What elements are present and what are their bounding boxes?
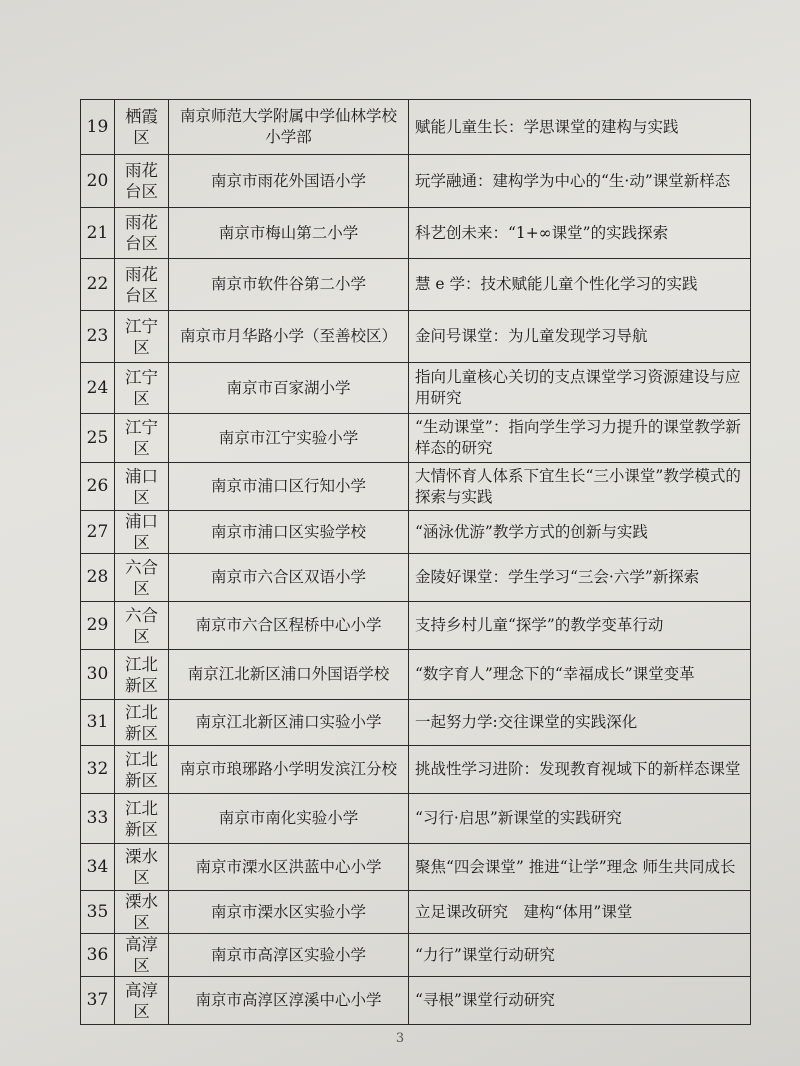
cell-school: 南京市浦口区行知小学 xyxy=(169,463,409,511)
table-row xyxy=(81,363,751,414)
project-table xyxy=(80,99,751,1025)
table-row xyxy=(81,934,751,977)
cell-topic: 挑战性学习进阶：发现教育视域下的新样态课堂 xyxy=(409,746,751,794)
cell-school: 南京市溧水区洪蓝中心小学 xyxy=(169,844,409,891)
cell-number: 25 xyxy=(81,414,115,463)
cell-school: 南京市高淳区实验小学 xyxy=(169,934,409,977)
table-row xyxy=(81,511,751,554)
table-row xyxy=(81,208,751,259)
table-row xyxy=(81,155,751,208)
table-row xyxy=(81,977,751,1025)
table-row xyxy=(81,311,751,363)
cell-number: 34 xyxy=(81,844,115,891)
cell-school: 南京市高淳区淳溪中心小学 xyxy=(169,977,409,1025)
cell-topic: 聚焦“四会课堂” 推进“让学”理念 师生共同成长 xyxy=(409,844,751,891)
table-row xyxy=(81,602,751,650)
cell-topic: 一起努力学:交往课堂的实践深化 xyxy=(409,700,751,746)
table-row xyxy=(81,746,751,794)
cell-number: 19 xyxy=(81,100,115,155)
cell-district: 江宁区 xyxy=(115,414,169,463)
cell-school: 南京市六合区双语小学 xyxy=(169,554,409,602)
cell-district: 江宁区 xyxy=(115,363,169,414)
cell-school: 南京师范大学附属中学仙林学校小学部 xyxy=(169,100,409,155)
cell-district: 雨花台区 xyxy=(115,208,169,259)
table-row xyxy=(81,891,751,934)
table-row xyxy=(81,700,751,746)
cell-topic: 大情怀育人体系下宜生长“三小课堂”教学模式的探索与实践 xyxy=(409,463,751,511)
cell-school: 南京市南化实验小学 xyxy=(169,794,409,844)
cell-number: 32 xyxy=(81,746,115,794)
cell-number: 23 xyxy=(81,311,115,363)
cell-number: 28 xyxy=(81,554,115,602)
cell-number: 36 xyxy=(81,934,115,977)
cell-number: 27 xyxy=(81,511,115,554)
cell-school: 南京市雨花外国语小学 xyxy=(169,155,409,208)
cell-school: 南京市百家湖小学 xyxy=(169,363,409,414)
cell-district: 江宁区 xyxy=(115,311,169,363)
cell-topic: 金陵好课堂：学生学习“三会·六学”新探索 xyxy=(409,554,751,602)
cell-topic: 支持乡村儿童“探学”的教学变革行动 xyxy=(409,602,751,650)
cell-district: 浦口区 xyxy=(115,463,169,511)
cell-topic: “寻根”课堂行动研究 xyxy=(409,977,751,1025)
cell-number: 35 xyxy=(81,891,115,934)
cell-school: 南京市六合区程桥中心小学 xyxy=(169,602,409,650)
cell-district: 溧水区 xyxy=(115,844,169,891)
table-row xyxy=(81,463,751,511)
table-row xyxy=(81,100,751,155)
cell-school: 南京市琅琊路小学明发滨江分校 xyxy=(169,746,409,794)
cell-number: 37 xyxy=(81,977,115,1025)
cell-topic: 立足课改研究 建构“体用”课堂 xyxy=(409,891,751,934)
cell-district: 江北新区 xyxy=(115,650,169,700)
cell-topic: “数字育人”理念下的“幸福成长”课堂变革 xyxy=(409,650,751,700)
cell-number: 21 xyxy=(81,208,115,259)
cell-district: 江北新区 xyxy=(115,794,169,844)
cell-number: 24 xyxy=(81,363,115,414)
cell-topic: “力行”课堂行动研究 xyxy=(409,934,751,977)
cell-district: 浦口区 xyxy=(115,511,169,554)
cell-topic: 科艺创未来：“1+∞课堂”的实践探索 xyxy=(409,208,751,259)
cell-number: 20 xyxy=(81,155,115,208)
cell-district: 栖霞区 xyxy=(115,100,169,155)
cell-district: 六合区 xyxy=(115,602,169,650)
cell-number: 33 xyxy=(81,794,115,844)
cell-topic: 指向儿童核心关切的支点课堂学习资源建设与应用研究 xyxy=(409,363,751,414)
cell-school: 南京市浦口区实验学校 xyxy=(169,511,409,554)
cell-district: 雨花台区 xyxy=(115,259,169,311)
table-row xyxy=(81,650,751,700)
cell-district: 高淳区 xyxy=(115,977,169,1025)
cell-school: 南京市溧水区实验小学 xyxy=(169,891,409,934)
cell-topic: 赋能儿童生长：学思课堂的建构与实践 xyxy=(409,100,751,155)
cell-number: 22 xyxy=(81,259,115,311)
cell-school: 南京市梅山第二小学 xyxy=(169,208,409,259)
cell-district: 高淳区 xyxy=(115,934,169,977)
cell-number: 26 xyxy=(81,463,115,511)
cell-school: 南京市软件谷第二小学 xyxy=(169,259,409,311)
cell-district: 溧水区 xyxy=(115,891,169,934)
cell-topic: 玩学融通：建构学为中心的“生·动”课堂新样态 xyxy=(409,155,751,208)
cell-number: 30 xyxy=(81,650,115,700)
table-row xyxy=(81,794,751,844)
cell-topic: 慧 e 学：技术赋能儿童个性化学习的实践 xyxy=(409,259,751,311)
cell-topic: “习行·启思”新课堂的实践研究 xyxy=(409,794,751,844)
table-row xyxy=(81,844,751,891)
cell-topic: “涵泳优游”教学方式的创新与实践 xyxy=(409,511,751,554)
cell-school: 南京江北新区浦口实验小学 xyxy=(169,700,409,746)
table-row xyxy=(81,414,751,463)
table-row xyxy=(81,554,751,602)
cell-district: 江北新区 xyxy=(115,746,169,794)
cell-district: 江北新区 xyxy=(115,700,169,746)
cell-school: 南京市江宁实验小学 xyxy=(169,414,409,463)
cell-district: 六合区 xyxy=(115,554,169,602)
cell-topic: 金问号课堂：为儿童发现学习导航 xyxy=(409,311,751,363)
cell-number: 29 xyxy=(81,602,115,650)
cell-school: 南京江北新区浦口外国语学校 xyxy=(169,650,409,700)
cell-number: 31 xyxy=(81,700,115,746)
cell-school: 南京市月华路小学（至善校区） xyxy=(169,311,409,363)
table-row xyxy=(81,259,751,311)
page-number: 3 xyxy=(395,1031,405,1046)
cell-district: 雨花台区 xyxy=(115,155,169,208)
cell-topic: “生动课堂”：指向学生学习力提升的课堂教学新样态的研究 xyxy=(409,414,751,463)
